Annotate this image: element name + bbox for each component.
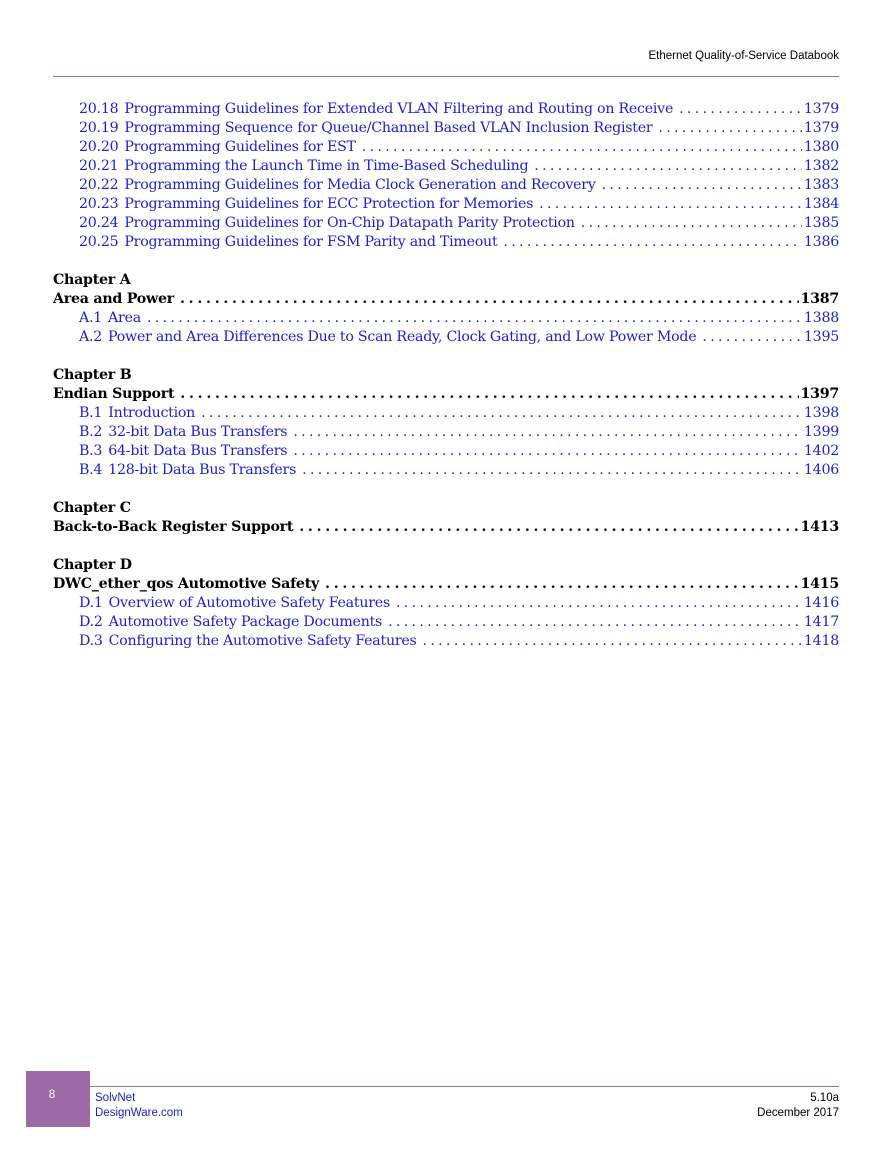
- toc-entry-number: D.2: [79, 614, 103, 630]
- footer-links: [95, 1091, 183, 1121]
- toc-entry-number: B.4: [79, 462, 103, 478]
- toc-entry-label: [79, 328, 696, 347]
- chapter-title-entry[interactable]: [53, 385, 839, 404]
- chapter-title-entry[interactable]: [53, 518, 839, 537]
- chapter-title: DWC_ether_qos Automotive Safety: [53, 576, 320, 592]
- toc-entry-title: Programming Guidelines for Media Clock Generation and Recovery: [124, 177, 596, 193]
- release-date: December 2017: [757, 1107, 839, 1119]
- toc-entry[interactable]: [53, 176, 839, 195]
- toc-entry[interactable]: [53, 594, 839, 613]
- toc-entry[interactable]: [53, 423, 839, 442]
- toc-entry-label: [79, 233, 497, 252]
- toc-entry-title: Programming Guidelines for On-Chip Datapath Parity Protection: [124, 215, 575, 231]
- solvnet-link[interactable]: SolvNet: [95, 1092, 136, 1104]
- toc-entry-number: 20.20: [79, 139, 119, 155]
- toc-entry-page: 1384: [803, 196, 839, 212]
- dot-leader: [581, 214, 802, 233]
- toc-entry-page: 1402: [803, 443, 839, 459]
- toc-entry-label: [79, 442, 287, 461]
- version-text: 5.10a: [810, 1092, 839, 1104]
- chapter-title-entry[interactable]: [53, 575, 839, 594]
- chapter-list: [53, 271, 839, 651]
- toc-entry-page: 1398: [803, 405, 839, 421]
- toc-entry-number: B.3: [79, 443, 103, 459]
- footer-page-number: 8: [48, 1089, 56, 1101]
- toc-entry-label: [79, 423, 287, 442]
- toc-entry-title: Power and Area Differences Due to Scan Ready, Clock Gating, and Low Power Mode: [108, 329, 697, 345]
- chapter-page: 1413: [800, 519, 839, 535]
- toc-entry-number: 20.25: [79, 234, 119, 250]
- dot-leader: [325, 575, 798, 594]
- dot-leader: [180, 385, 798, 404]
- toc-entry[interactable]: [53, 119, 839, 138]
- toc-entry-number: A.2: [79, 329, 103, 345]
- toc-entry-number: D.3: [79, 633, 103, 649]
- dot-leader: [539, 195, 802, 214]
- toc-entry-page: 1406: [803, 462, 839, 478]
- header-divider: [53, 76, 839, 77]
- dot-leader: [201, 404, 802, 423]
- toc-entry-page: 1395: [803, 329, 839, 345]
- dot-leader: [362, 138, 802, 157]
- toc-entry-label: [79, 632, 417, 651]
- table-of-contents: [53, 100, 839, 651]
- toc-entry-title: 32-bit Data Bus Transfers: [108, 424, 288, 440]
- chapter-group: [53, 366, 839, 480]
- toc-entry-title: Programming Guidelines for ECC Protection for Memories: [124, 196, 534, 212]
- toc-entry[interactable]: [53, 214, 839, 233]
- toc-entry-page: 1417: [803, 614, 839, 630]
- chapter-title: Back-to-Back Register Support: [53, 519, 294, 535]
- chapter-label: Chapter B: [53, 367, 132, 383]
- toc-entry-label: [79, 119, 652, 138]
- dot-leader: [293, 442, 802, 461]
- toc-entry-title: Automotive Safety Package Documents: [108, 614, 383, 630]
- dot-leader: [602, 176, 802, 195]
- dot-leader: [503, 233, 802, 252]
- dot-leader: [302, 461, 802, 480]
- toc-entry-label: [79, 138, 356, 157]
- toc-entry-title: 64-bit Data Bus Transfers: [108, 443, 288, 459]
- toc-entry-title: Introduction: [108, 405, 196, 421]
- toc-entry-page: 1416: [803, 595, 839, 611]
- toc-entry-number: 20.19: [79, 120, 119, 136]
- chapter-page: 1397: [800, 386, 839, 402]
- toc-entry-label: [79, 309, 141, 328]
- toc-entry-number: 20.23: [79, 196, 119, 212]
- toc-entry[interactable]: [53, 233, 839, 252]
- chapter-group: [53, 271, 839, 347]
- toc-entry-number: D.1: [79, 595, 103, 611]
- toc-entry[interactable]: [53, 157, 839, 176]
- chapter-group: [53, 556, 839, 651]
- toc-entry-title: Area: [108, 310, 141, 326]
- toc-entry[interactable]: [53, 328, 839, 347]
- dot-leader: [180, 290, 799, 309]
- toc-entry[interactable]: [53, 461, 839, 480]
- toc-entry-page: 1386: [803, 234, 839, 250]
- toc-entry-number: B.2: [79, 424, 103, 440]
- footer-version-info: [757, 1091, 839, 1121]
- toc-entry-label: [79, 404, 195, 423]
- toc-entry-number: 20.22: [79, 177, 119, 193]
- toc-entry[interactable]: [53, 309, 839, 328]
- toc-entry-number: 20.18: [79, 101, 119, 117]
- toc-entry-label: [79, 195, 533, 214]
- toc-entry-title: Programming the Launch Time in Time-Based Scheduling: [124, 158, 529, 174]
- toc-entry[interactable]: [53, 404, 839, 423]
- dot-leader: [534, 157, 802, 176]
- chapter-label: Chapter A: [53, 272, 131, 288]
- toc-entry-title: Configuring the Automotive Safety Features: [108, 633, 417, 649]
- running-header-title: Ethernet Quality-of-Service Databook: [648, 50, 839, 62]
- chapter-title: Area and Power: [53, 291, 174, 307]
- chapter-title: Endian Support: [53, 386, 175, 402]
- chapter-page: 1415: [800, 576, 839, 592]
- toc-entry[interactable]: [53, 442, 839, 461]
- dot-leader: [147, 309, 802, 328]
- toc-entry[interactable]: [53, 632, 839, 651]
- toc-entry-page: 1399: [803, 424, 839, 440]
- toc-entry-page: 1379: [803, 120, 839, 136]
- chapter-group: [53, 499, 839, 537]
- dot-leader: [423, 632, 802, 651]
- toc-entry-number: B.1: [79, 405, 103, 421]
- dot-leader: [679, 100, 802, 119]
- toc-entry-label: [79, 100, 673, 119]
- chapter-label: Chapter D: [53, 557, 132, 573]
- toc-entry-label: [79, 157, 528, 176]
- toc-entry-page: 1382: [803, 158, 839, 174]
- toc-entry-title: Programming Guidelines for EST: [124, 139, 356, 155]
- toc-entry-page: 1380: [803, 139, 839, 155]
- dot-leader: [388, 613, 802, 632]
- dot-leader: [702, 328, 802, 347]
- toc-entry[interactable]: [53, 613, 839, 632]
- toc-entry-number: A.1: [79, 310, 103, 326]
- footer-divider: [90, 1086, 839, 1087]
- chapter-page: 1387: [800, 291, 839, 307]
- toc-entry-number: 20.24: [79, 215, 119, 231]
- toc-entry-page: 1383: [803, 177, 839, 193]
- toc-entry-title: 128-bit Data Bus Transfers: [108, 462, 297, 478]
- toc-entry-title: Programming Guidelines for FSM Parity and Timeout: [124, 234, 498, 250]
- toc-entry-label: [79, 594, 390, 613]
- toc-entry-title: Programming Sequence for Queue/Channel Based VLAN Inclusion Register: [124, 120, 653, 136]
- toc-entry[interactable]: [53, 100, 839, 119]
- toc-entry[interactable]: [53, 195, 839, 214]
- dot-leader: [396, 594, 802, 613]
- toc-entry-page: 1379: [803, 101, 839, 117]
- dot-leader: [293, 423, 802, 442]
- dot-leader: [658, 119, 801, 138]
- toc-entry-page: 1388: [803, 310, 839, 326]
- chapter-title-entry[interactable]: [53, 290, 839, 309]
- leading-entries: [53, 100, 839, 252]
- toc-entry-label: [79, 461, 296, 480]
- toc-entry-title: Programming Guidelines for Extended VLAN Filtering and Routing on Receive: [124, 101, 674, 117]
- toc-entry-label: [79, 613, 382, 632]
- toc-entry[interactable]: [53, 138, 839, 157]
- toc-entry-page: 1385: [803, 215, 839, 231]
- toc-entry-title: Overview of Automotive Safety Features: [108, 595, 390, 611]
- designware-link[interactable]: DesignWare.com: [95, 1107, 183, 1119]
- toc-entry-number: 20.21: [79, 158, 119, 174]
- dot-leader: [299, 518, 798, 537]
- chapter-label: Chapter C: [53, 500, 131, 516]
- toc-entry-label: [79, 176, 596, 195]
- toc-entry-page: 1418: [803, 633, 839, 649]
- toc-entry-label: [79, 214, 575, 233]
